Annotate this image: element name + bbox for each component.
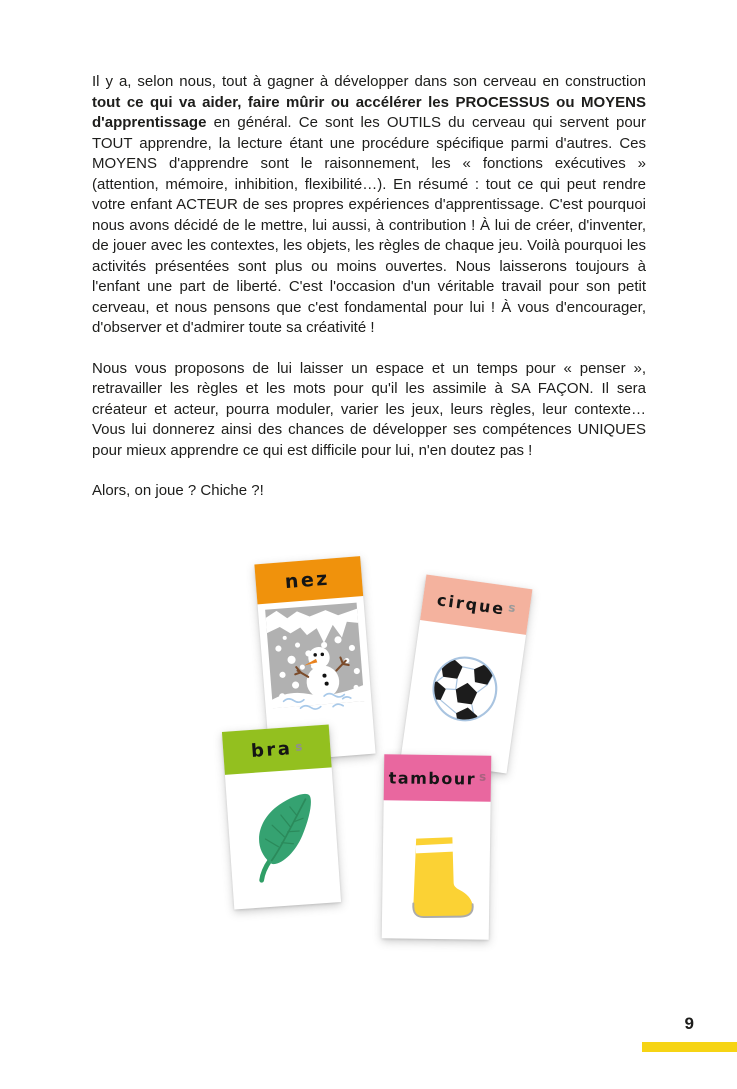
paragraph-1 [92, 72, 646, 339]
card-word: tambour [388, 767, 477, 789]
card-plural-s: s [478, 769, 487, 784]
page-number: 9 [684, 1014, 694, 1033]
footer-accent-bar [642, 1042, 737, 1052]
card-word: nez [284, 567, 331, 594]
card-word: cirque [435, 589, 507, 619]
leaf-illustration [241, 784, 324, 885]
snowman-illustration [264, 601, 366, 716]
card-plural-s: s [294, 738, 303, 754]
paragraph-3: Alors, on joue ? Chiche ?! [92, 482, 264, 499]
word-card-cirques [401, 574, 533, 773]
card-word: bra [250, 738, 294, 762]
card-word-header [384, 754, 492, 801]
word-card-bras [222, 724, 341, 909]
card-plural-s: s [507, 600, 517, 616]
paragraph-1-bold-phrase: tout ce qui va aider, faire mûrir ou accélérer les PROCESSUS ou MOYENS d'apprentissage [92, 93, 646, 131]
rain-boot-illustration [395, 830, 476, 925]
paragraph-2: Nous vous proposons de lui laisser un espace et un temps pour « penser », retravailler les règles et les mots pour qu'il les assimile à SA FAÇON. Il sera créateur et acteur, pourra moduler, varier les jeux, leurs règles, leur contexte… Vous lui donnerez ainsi des chances de développer ses compétences UNIQUES pour mieux apprendre ce qui est difficile pour lui, n'en doutez pas ! [92, 359, 646, 459]
paragraph-1-start: Il y a, selon nous, tout à gagner à développer dans son cerveau en construction [92, 73, 646, 90]
paragraph-1-end: en général. Ce sont les OUTILS du cerveau qui servent pour TOUT apprendre, la lecture étant une procédure spécifique parmi d'autres. Ces MOYENS d'apprendre sont le raisonnement, les « fonctions exécutives » (attention, mémoire, inhibition, flexibilité…). En résumé : tout ce qui peut rendre votre enfant ACTEUR de ses propres expériences d'apprentissage. C'est pourquoi nous avons décidé de le mettre, lui aussi, à contribution ! À lui de créer, d'inventer, de jouer avec les contextes, les objets, les règles de chaque jeu. Voilà pourquoi les activités présentées sont plus ou moins ouvertes. Nous laisserons toujours à l'enfant une part de liberté. C'est l'occasion d'un véritable travail pour son petit cerveau, et nous pensons que c'est fondamental pour lui ! À vous d'encourager, d'observer et d'admirer toute sa créativité ! [92, 114, 646, 336]
card-word-header [222, 724, 332, 774]
word-card-tambours [382, 754, 492, 939]
soccer-ball-illustration [424, 648, 505, 729]
body-text [92, 72, 646, 502]
